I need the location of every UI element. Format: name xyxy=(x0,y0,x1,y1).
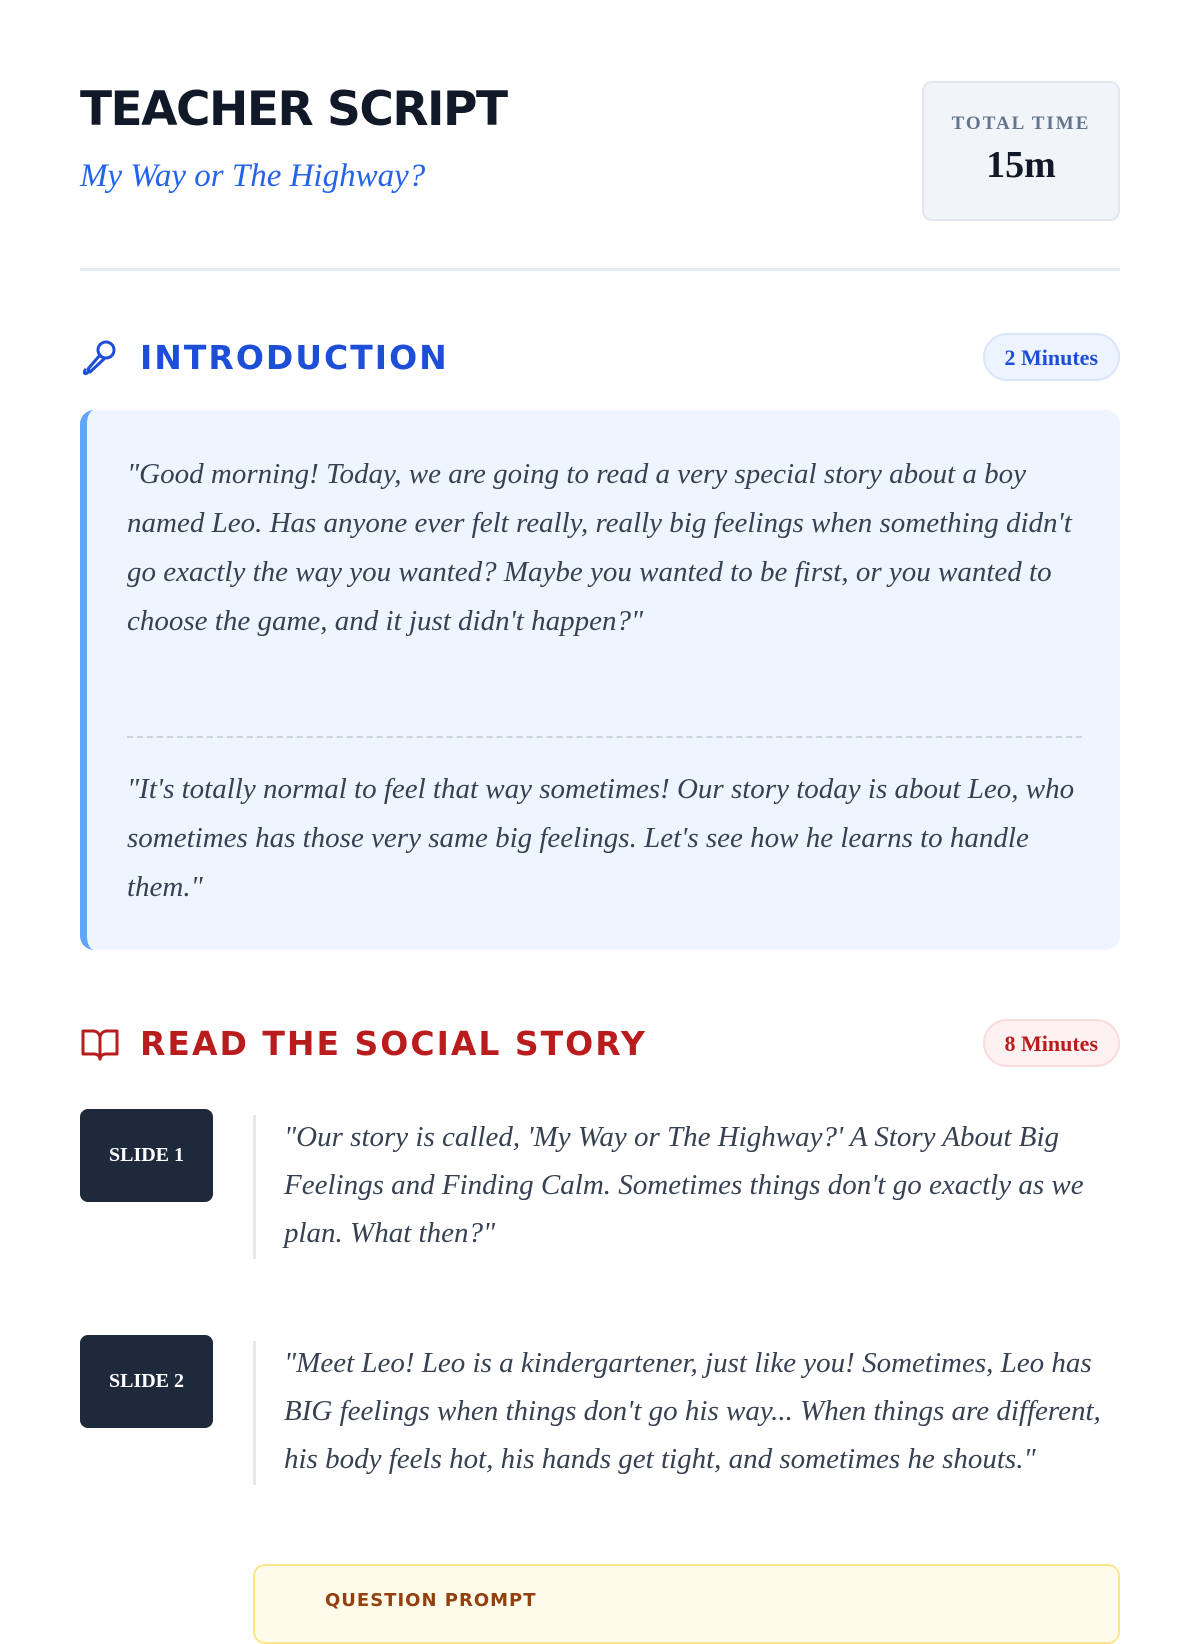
page-header xyxy=(80,0,1120,271)
story-section-header xyxy=(80,1018,1120,1070)
introduction-paragraph-2: "It's totally normal to feel that way sometimes! Our story today is about Leo, who sometimes has those very same big feelings. Let's see how he learns to handle them." xyxy=(127,773,1075,903)
lesson-subtitle: My Way or The Highway? xyxy=(80,158,426,194)
introduction-section-header xyxy=(80,332,1120,384)
slide-text: "Our story is called, 'My Way or The Highway?' A Story About Big Feelings and Finding Calm. Sometimes things don't go exactly as we plan. What then?" xyxy=(284,1121,1084,1249)
total-time-card xyxy=(922,81,1120,221)
total-time-value: 15m xyxy=(986,144,1056,186)
teacher-script-page xyxy=(80,0,1120,1611)
slide-badge: SLIDE 1 xyxy=(80,1109,213,1202)
introduction-title: INTRODUCTION xyxy=(140,338,449,377)
slide-text: "Meet Leo! Leo is a kindergartener, just like you! Sometimes, Leo has BIG feelings when things don't go his way... When things are different, his body feels hot, his hands get tight, and sometimes he shouts." xyxy=(284,1347,1101,1475)
slide-script xyxy=(253,1341,1120,1485)
total-time-label: TOTAL TIME xyxy=(951,113,1091,134)
question-prompt-box xyxy=(253,1564,1120,1644)
introduction-paragraph-1: "Good morning! Today, we are going to read a very special story about a boy named Leo. Has anyone ever felt really, really big feelings when something didn't go exactly the way you wanted? Maybe you wanted to be first, or you wanted to choose the game, and it just didn't happen?" xyxy=(127,458,1072,637)
page-title: TEACHER SCRIPT xyxy=(80,82,507,137)
story-duration-badge: 8 Minutes xyxy=(983,1019,1121,1067)
microphone-icon xyxy=(80,338,120,378)
introduction-script-box xyxy=(80,410,1120,950)
story-title: READ THE SOCIAL STORY xyxy=(140,1024,647,1063)
slide-script xyxy=(253,1115,1120,1259)
introduction-duration-badge: 2 Minutes xyxy=(983,333,1121,381)
book-open-icon xyxy=(80,1024,120,1064)
paragraph-divider xyxy=(127,736,1082,738)
slide-badge: SLIDE 2 xyxy=(80,1335,213,1428)
question-prompt-label: QUESTION PROMPT xyxy=(325,1590,537,1611)
